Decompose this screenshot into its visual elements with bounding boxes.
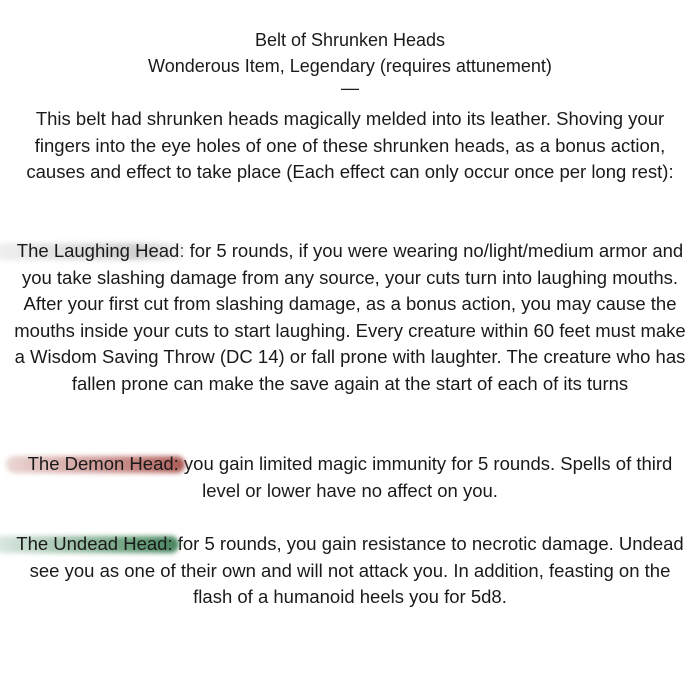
effect-description: for 5 rounds, you gain resistance to necrotic damage. Undead see you as one of their own and will not attack you. In addition, feasting on the flash of a humanoid heels you for 5d8. [29, 533, 684, 607]
effect-demon-head [8, 451, 692, 504]
effect-name-highlight [16, 533, 172, 554]
effect-description: you gain limited magic immunity for 5 rounds. Spells of third level or lower have no affect on you. [178, 453, 673, 501]
intro-paragraph: This belt had shrunken heads magically melded into its leather. Shoving your fingers into the eye holes of one of these shrunken heads, as a bonus action, causes and effect to take place (Each effect can only occur once per long rest): [26, 108, 674, 182]
item-subtitle: Wonderous Item, Legendary (requires attunement) [148, 56, 552, 76]
effect-laughing-head [8, 238, 692, 397]
effect-undead-head [8, 531, 692, 611]
effect-name-highlight [17, 240, 180, 261]
separator: — [341, 78, 359, 98]
item-title: Belt of Shrunken Heads [254, 30, 446, 50]
effect-name: The Laughing Head [16, 240, 180, 261]
effect-name-colon: : [179, 240, 185, 261]
effect-name: The Undead Head: [16, 533, 173, 554]
effect-name-highlight [28, 453, 179, 474]
effect-name: The Demon Head: [27, 453, 179, 474]
effect-description: for 5 rounds, if you were wearing no/light/medium armor and you take slashing damage from any source, your cuts turn into laughing mouths. After your first cut from slashing damage, as a bonus action, you may cause the mouths inside your cuts to start laughing. Every creature within 60 feet must make a Wisdom Saving Throw (DC 14) or fall prone with laughter. The creature who has fallen prone can make the save again at the start of each of its turns [14, 240, 686, 394]
